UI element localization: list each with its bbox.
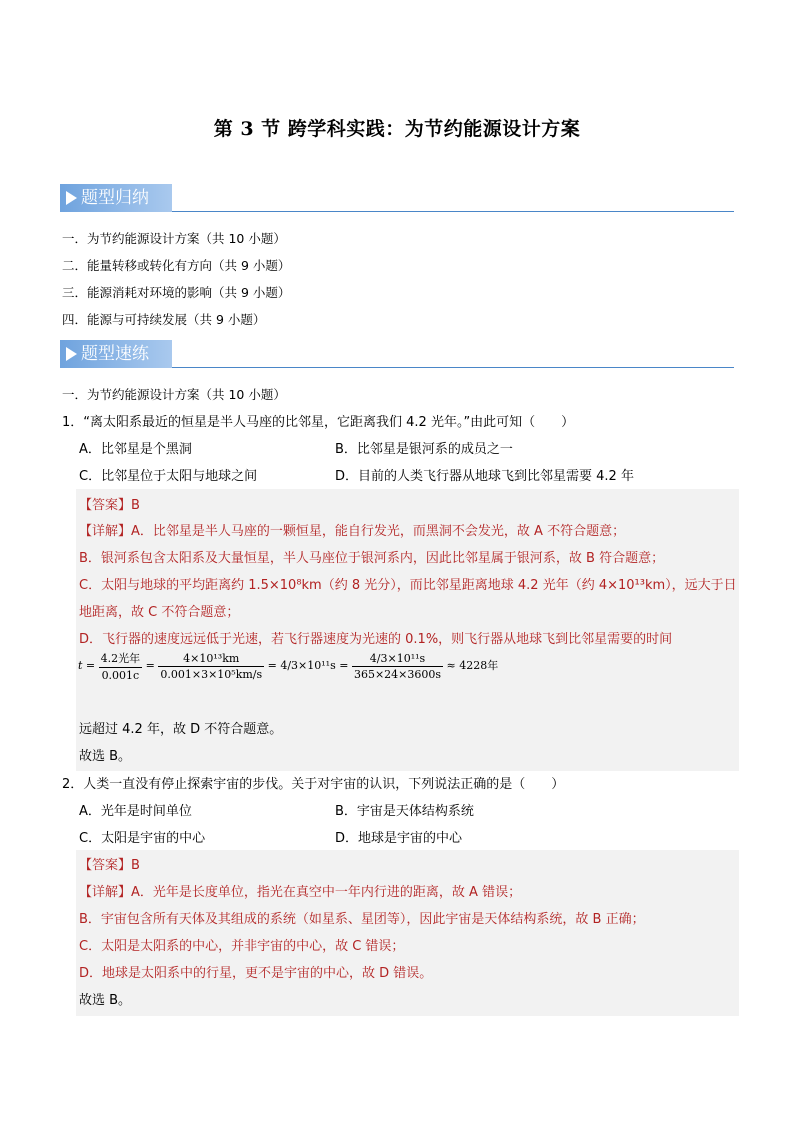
formula-result: ≈ 4228年 bbox=[446, 659, 499, 672]
question-1-stem: 1．“离太阳系最近的恒星是半人马座的比邻星，它距离我们 4.2 光年。”由此可知（ ） bbox=[62, 415, 575, 430]
question-2-option-c[interactable]: C．太阳是宇宙的中心 bbox=[79, 831, 206, 846]
fraction-1 bbox=[99, 650, 143, 682]
section-header-practice bbox=[60, 340, 734, 368]
question-1-option-a[interactable]: A．比邻星是个黑洞 bbox=[79, 442, 192, 457]
question-1-option-c[interactable]: C．比邻星位于太阳与地球之间 bbox=[79, 469, 258, 484]
formula-t: t = bbox=[78, 659, 96, 672]
detail-1-a bbox=[79, 520, 625, 539]
section-tag bbox=[60, 340, 172, 368]
detail-1-c-cont: 地距离，故 C 不符合题意； bbox=[79, 605, 240, 620]
fraction-2 bbox=[158, 652, 264, 681]
detail-1-after: 远超过 4.2 年，故 D 不符合题意。 bbox=[79, 722, 283, 737]
question-2-option-a[interactable]: A．光年是时间单位 bbox=[79, 804, 192, 819]
fraction-numerator: 4×10¹³km bbox=[158, 652, 264, 667]
detail-2-b: B．宇宙包含所有天体及其组成的系统（如星系、星团等），因此宇宙是天体结构系统，故 B 正确； bbox=[79, 912, 645, 927]
formula-middle: = 4/3×10¹¹s = bbox=[267, 659, 349, 672]
conclusion-1: 故选 B。 bbox=[79, 749, 132, 764]
question-2-option-d[interactable]: D．地球是宇宙的中心 bbox=[335, 831, 463, 846]
toc-item-1[interactable]: 一．为节约能源设计方案（共 10 小题） bbox=[62, 231, 286, 246]
answer-1: 【答案】B bbox=[79, 498, 140, 513]
toc-item-3[interactable]: 三．能源消耗对环境的影响（共 9 小题） bbox=[62, 285, 291, 300]
question-2-stem: 2．人类一直没有停止探索宇宙的步伐。关于对宇宙的认识，下列说法正确的是（ ） bbox=[62, 777, 565, 792]
fraction-3 bbox=[352, 652, 443, 681]
detail-1-d: D．飞行器的速度远远低于光速，若飞行器速度为光速的 0.1%，则飞行器从地球飞到比邻星需要的时间 bbox=[79, 632, 673, 647]
detail-2-a bbox=[79, 881, 521, 900]
question-1-option-d[interactable]: D．目前的人类飞行器从地球飞到比邻星需要 4.2 年 bbox=[335, 469, 634, 484]
section-label: 题型归纳 bbox=[81, 188, 149, 208]
arrow-icon bbox=[66, 191, 77, 205]
section-header-summary bbox=[60, 184, 734, 212]
detail-label: 【详解】 bbox=[79, 524, 132, 539]
fraction-denominator: 365×24×3600s bbox=[353, 667, 442, 681]
fraction-numerator: 4.2光年 bbox=[99, 650, 143, 668]
question-2-option-b[interactable]: B．宇宙是天体结构系统 bbox=[335, 804, 474, 819]
toc-item-2[interactable]: 二．能量转移或转化有方向（共 9 小题） bbox=[62, 258, 291, 273]
page-title: 第 3 节 跨学科实践：为节约能源设计方案 bbox=[213, 118, 581, 140]
formula: t = $\frac{\text{4.2光年}}{0.001c}$ = $\frac{\text{4×10¹³km}}{\text{0.001×3×10⁵km/s}}$ = 4/3×10¹¹s = $\frac{\text{4/3×10¹¹s}}{365\times 24\times 3600s}$ ≈ 4228年 bbox=[78, 651, 499, 682]
section-tag bbox=[60, 184, 172, 212]
detail-text: A．比邻星是半人马座的一颗恒星，能自行发光，而黑洞不会发光，故 A 不符合题意； bbox=[131, 524, 626, 539]
toc-item-4[interactable]: 四．能源与可持续发展（共 9 小题） bbox=[62, 312, 266, 327]
part-heading: 一．为节约能源设计方案（共 10 小题） bbox=[62, 387, 286, 402]
detail-1-c: C．太阳与地球的平均距离约 1.5×10⁸km（约 8 光分），而比邻星距离地球 4.2 光年（约 4×10¹³km），远大于日 bbox=[79, 578, 737, 593]
fraction-numerator: 4/3×10¹¹s bbox=[352, 652, 443, 667]
detail-1-b: B．银河系包含太阳系及大量恒星，半人马座位于银河系内，因此比邻星属于银河系，故 B 符合题意； bbox=[79, 551, 665, 566]
fraction-denominator: 0.001×3×10⁵km/s bbox=[160, 667, 263, 681]
arrow-icon bbox=[66, 347, 77, 361]
answer-box-2 bbox=[76, 850, 739, 1016]
conclusion-2: 故选 B。 bbox=[79, 993, 132, 1008]
detail-text: A．光年是长度单位，指光在真空中一年内行进的距离，故 A 错误； bbox=[131, 885, 522, 900]
question-1-option-b[interactable]: B．比邻星是银河系的成员之一 bbox=[335, 442, 513, 457]
fraction-denominator: 0.001c bbox=[101, 669, 140, 682]
detail-2-d: D．地球是太阳系中的行星，更不是宇宙的中心，故 D 错误。 bbox=[79, 966, 433, 981]
detail-2-c: C．太阳是太阳系的中心，并非宇宙的中心，故 C 错误； bbox=[79, 939, 405, 954]
section-label: 题型速练 bbox=[81, 344, 149, 364]
detail-label: 【详解】 bbox=[79, 885, 132, 900]
answer-2: 【答案】B bbox=[79, 858, 140, 873]
